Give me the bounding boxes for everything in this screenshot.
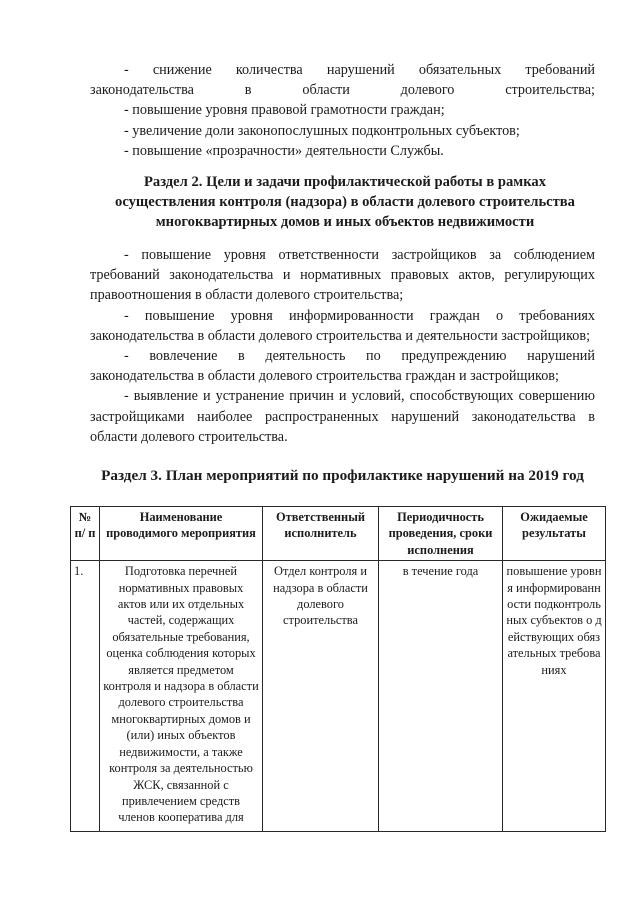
intro-bullet-list (90, 60, 595, 161)
header-activity-name: Наименование проводимого мероприятия (100, 507, 263, 561)
section-2-bullet-list (90, 245, 595, 447)
intro-bullet: - повышение уровня правовой грамотности граждан; (124, 102, 445, 119)
section-2-heading: Раздел 2. Цели и задачи профилактической работы в рамках осуществления контроля (надзора) в области долевого строительства многоквартирных домов и иных объектов недвижимости (115, 174, 575, 230)
section-2-bullet: - повышение уровня информированности граждан о требованиях законодательства в области долевого строительства и деятельности застройщиков; (90, 307, 595, 344)
action-plan-table (70, 506, 606, 832)
intro-bullet: - повышение «прозрачности» деятельности Службы. (124, 142, 444, 159)
header-expected-results: Ожидаемые результаты (503, 507, 606, 561)
section-3-heading: Раздел 3. План мероприятий по профилактике нарушений на 2019 год (101, 467, 584, 484)
table-header-row (71, 507, 606, 561)
cell-expected-result: повышение уровня информированности подконтрольных субъектов о действующих обязательных требованиях (503, 561, 606, 832)
intro-bullet: - увеличение доли законопослушных подконтрольных субъектов; (124, 122, 520, 139)
intro-bullet: - снижение количества нарушений обязательных требований законодательства в области долевого строительства; (90, 62, 595, 99)
header-period: Периодичность проведения, сроки исполнения (379, 507, 503, 561)
section-2-bullet: - повышение уровня ответственности застройщиков за соблюдением требований законодательства и нормативных правовых актов, регулирующих правоотношения в области долевого строительства; (90, 247, 595, 304)
section-2-bullet: - вовлечение в деятельность по предупреждению нарушений законодательства в области долевого строительства граждан и застройщиков; (90, 348, 595, 385)
cell-period: в течение года (379, 561, 503, 832)
section-2-bullet: - выявление и устранение причин и условий, способствующих совершению застройщиками наиболее распространенных нарушений законодательства в области долевого строительства. (90, 388, 595, 445)
cell-number: 1. (71, 561, 100, 832)
table-row (71, 561, 606, 832)
cell-activity-name: Подготовка перечней нормативных правовых актов или их отдельных частей, содержащих обязательные требования, оценка соблюдения которых является предметом контроля и надзора в области долевого строительства многоквартирных домов и (или) иных объектов недвижимости, а также контроля за деятельностью ЖСК, связанной с привлечением средств членов кооператива для (100, 561, 263, 832)
header-number: № п/ п (71, 507, 100, 561)
header-executor: Ответственный исполнитель (263, 507, 379, 561)
cell-executor: Отдел контроля и надзора в области долевого строительства (263, 561, 379, 832)
